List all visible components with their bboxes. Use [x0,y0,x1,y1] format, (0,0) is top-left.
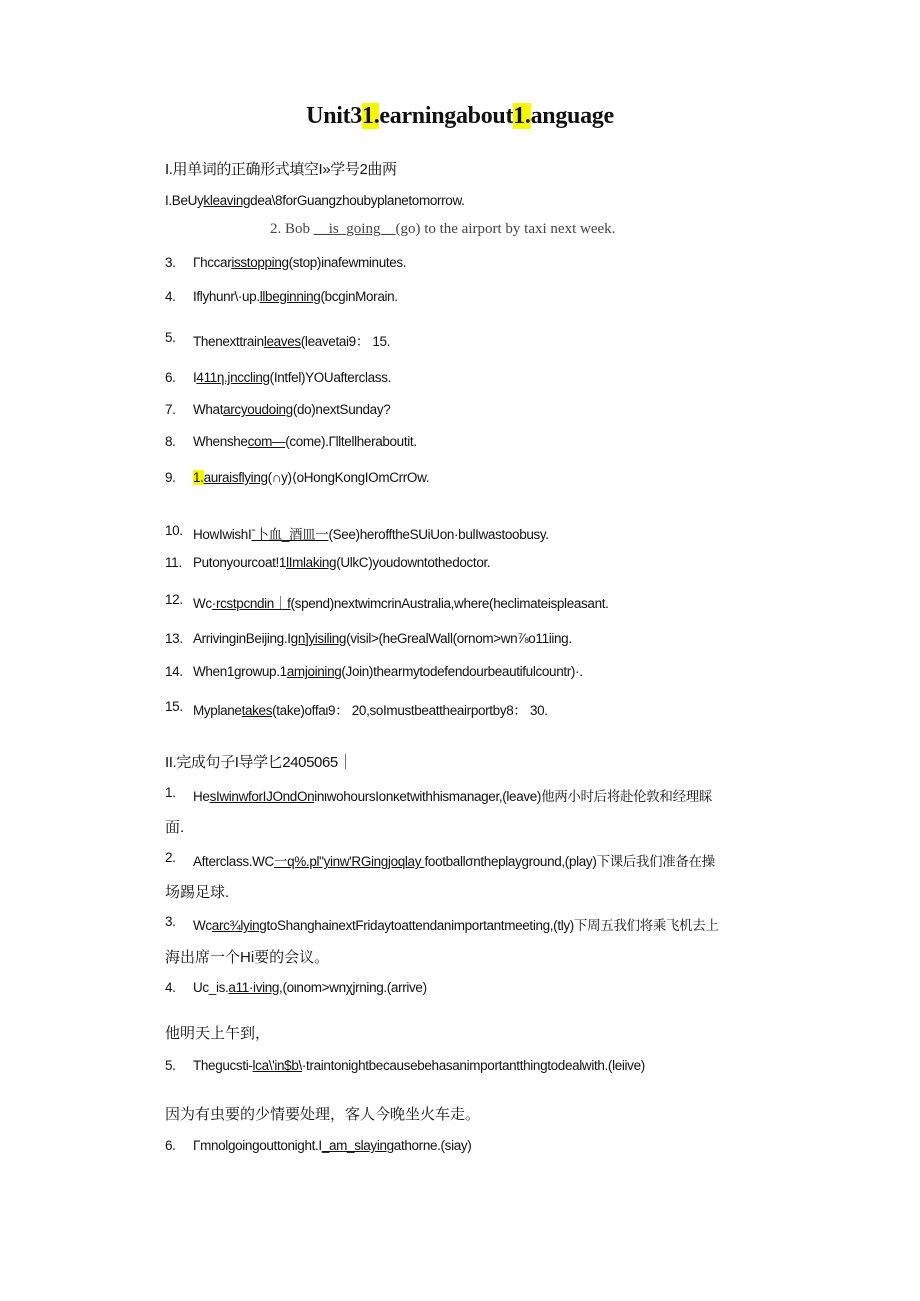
section-2-heading: II.完成句子I导学匕2405065｜ [165,754,353,771]
line-pre: Whenshe [193,434,248,449]
line-num: 12. [165,592,183,607]
line-post: (stop)inafewminutes. [288,255,407,270]
line-post: (visil>(heGrealWall(ornom>wn⅞o11iing. [346,631,572,646]
line-pre: What [193,402,224,417]
line-post: footballσntheplayground,(play)下课后我们准备在操 [424,854,715,869]
line-num: 4. [165,289,176,304]
line-pre: HowIwishI [193,527,252,542]
answer-blank: arcyoudoing [223,402,293,417]
answer-blank: gn]yisiling [290,631,347,646]
line-post: toShanghainextFridaytoattendanimportantmeeting,(tly)下周五我们将乘飞机去上 [266,918,719,933]
line-pre: Bob [285,221,314,237]
sentence-continuation: 场踢足球. [165,884,230,901]
line-pre: I [193,370,197,385]
title-highlight-2: 1. [513,103,531,129]
exercise-line [270,221,615,238]
line-pre: Putonyourcoat!1 [193,555,287,570]
line-num: 3. [165,914,176,929]
line-post: (leavetai9： 15. [300,334,391,349]
line-pre: 1. [193,470,204,485]
line-post: dea\8forGuangzhoubyplanetomorrow. [250,193,465,208]
line-pre: ArrivinginBeijing.I [193,631,291,646]
line-num: 13. [165,631,183,646]
line-pre: Uc_is. [193,980,229,995]
answer-blank: auraisflying [203,470,268,485]
answer-blank: _am_slaying [321,1138,394,1153]
answer-blank: a11·iving, [228,980,283,995]
line-post: (spend)nextwimcrinAustralia,where(heclimateispleasant. [290,596,609,611]
line-pre: Γmnolgoingouttonight.I [193,1138,322,1153]
line-num: 14. [165,664,183,679]
sentence-continuation: 他明天上午到， [165,1025,271,1042]
line-post: (do)nextSunday? [292,402,391,417]
sentence-continuation: 面. [165,819,185,836]
answer-blank: isstopping [231,255,289,270]
answer-blank: arc¾lying [211,918,267,933]
exercise-line [165,193,465,208]
answer-blank: kleaving [203,193,251,208]
line-pre: Afterclass.WC [193,854,274,869]
answer-blank: ˉ卜血_酒皿一 [251,527,329,542]
line-post: athorne.(siay) [393,1138,472,1153]
page-title [0,103,920,130]
line-pre: Thenexttrain [193,334,264,349]
line-num: 15. [165,699,183,714]
line-num: 9. [165,470,176,485]
line-pre: He [193,789,210,804]
line-post: (go) to the airport by taxi next week. [395,221,616,237]
line-post: (oιnom>wnχjrning.(arrive) [282,980,427,995]
line-post: (come).Γlltellheraboutit. [285,434,417,449]
answer-blank: 411η.jnccling [196,370,270,385]
line-pre: Iflyhunr\·up. [193,289,260,304]
sentence-continuation: 海出席一个Hi要的会议。 [165,949,330,966]
line-pre: Wc [193,918,212,933]
line-post: (bcginMorain. [320,289,398,304]
line-num: 10. [165,523,183,538]
line-pre: Myplane [193,703,242,718]
sentence-continuation: 因为有虫要的少情要处理，客人今晚坐火车走。 [165,1106,481,1123]
answer-blank: llbeginning [259,289,321,304]
answer-blank: amjoining [286,664,342,679]
line-num: 5. [165,330,176,345]
section-1-heading: I.用单词的正确形式填空I»学号2曲两 [165,161,397,178]
line-num: 2. [165,850,176,865]
line-num: 7. [165,402,176,417]
line-pre: When1growup.1 [193,664,287,679]
answer-blank: lca\'in$b\ [252,1058,302,1073]
line-post: (UlkC)youdowntothedoctor. [336,555,491,570]
answer-blank: 一q%.pl"yinw'RGingjoqlay [273,854,425,869]
line-num: 11. [165,555,182,570]
line-num: 6. [165,1138,176,1153]
answer-blank: sIwinwforIJOndOn [209,789,315,804]
line-num: 2. [270,221,282,237]
line-post: (Join)thearmytodefendourbeautifulcountr)·. [341,664,583,679]
answer-blank: com— [247,434,286,449]
line-post: (See)herofftheSUiUon·bulIwastoobusy. [328,527,549,542]
title-part-3: anguage [530,103,614,129]
title-part-2: earningabout [379,103,514,129]
line-post: (Intfel)YOUafterclass. [269,370,392,385]
line-post: (take)offaι9： 20,soImustbeattheairportby8： 30. [272,703,548,718]
line-num: 5. [165,1058,176,1073]
answer-blank: lImlaking [286,555,337,570]
line-num: 1. [165,785,176,800]
line-pre: Γhccar [193,255,232,270]
line-pre: Thegucsti- [193,1058,253,1073]
line-post: ·traintonightbecausebehasanimportantthingtodealwith.(leiive) [301,1058,645,1073]
answer-blank: takes [241,703,273,718]
line-pre: Wc [193,596,212,611]
line-num: 3. [165,255,176,270]
answer-blank: ·rcstpcndin｜f [211,596,291,611]
line-num: 4. [165,980,176,995]
line-post: (∩y)⟨oHongKongIOmCrrOw. [267,470,430,485]
line-num: 8. [165,434,176,449]
line-post: inιwohoursIonκetwithhismanager,(leave)他两小时后将赴伦敦和经理睬 [314,789,713,804]
line-pre: I.BeUy [165,193,204,208]
answer-blank: __is_going__ [313,221,396,237]
line-num: 6. [165,370,176,385]
answer-blank: leaves [263,334,301,349]
title-part-1: Unit3 [306,103,362,129]
title-highlight-1: 1. [362,103,380,129]
